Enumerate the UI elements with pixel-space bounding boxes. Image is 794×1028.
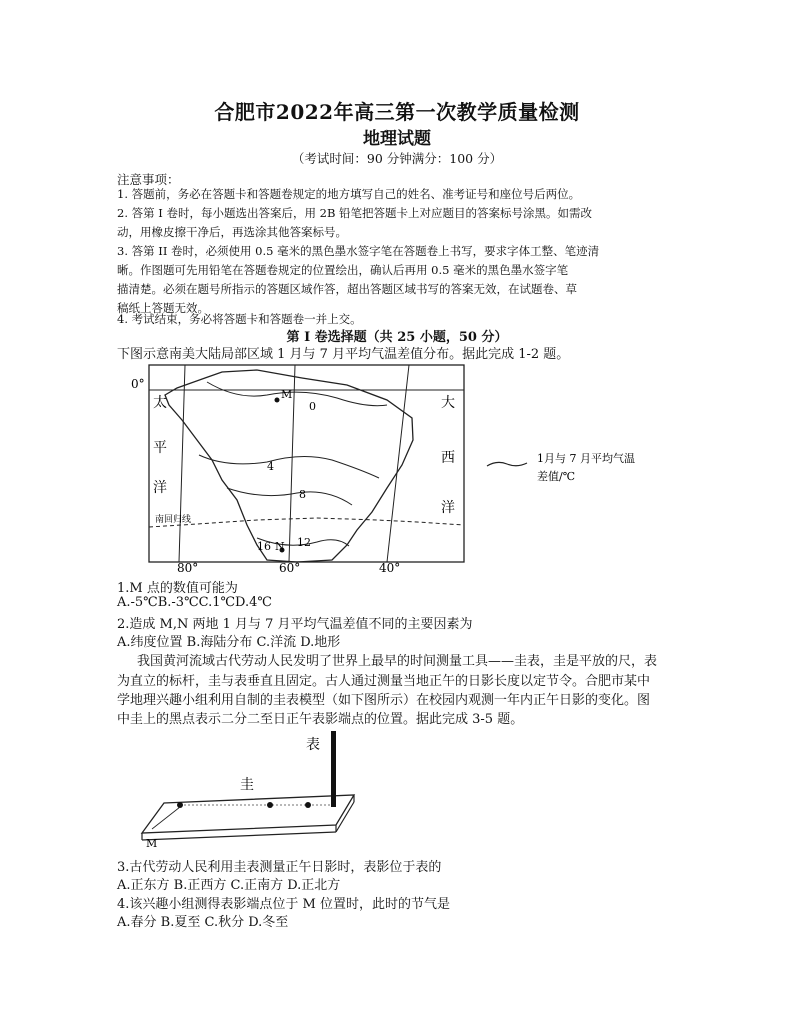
map-frame xyxy=(149,365,464,562)
passage-line: 中圭上的黑点表示二分二至日正午表影端点的位置。据此完成 3-5 题。 xyxy=(117,712,524,727)
m-label: M xyxy=(146,837,158,850)
note-line: 动，用橡皮擦干净后，再选涂其他答案标号。 xyxy=(117,225,347,239)
exam-info: （考试时间：90 分钟满分：100 分） xyxy=(291,151,503,166)
note-line: 4. 考试结束，务必将答题卡和答题卷一并上交。 xyxy=(117,312,362,326)
legend-line-icon xyxy=(487,462,527,466)
question-2-options: A.纬度位置 B.海陆分布 C.洋流 D.地形 xyxy=(117,635,341,650)
question-3-stem: 3.古代劳动人民利用圭表测量正午日影时，表影位于表的 xyxy=(117,860,442,875)
meridian-80 xyxy=(179,365,185,562)
passage-line: 我国黄河流域古代劳动人民发明了世界上最早的时间测量工具——圭表，圭是平放的尺，表 xyxy=(137,654,658,669)
isoline-label: 8 xyxy=(299,488,306,501)
note-line: 稿纸上答题无效。 xyxy=(117,301,209,315)
question-1-stem: 1.M 点的数值可能为 xyxy=(117,581,238,596)
lon-label: 60° xyxy=(279,561,301,575)
lon-label: 80° xyxy=(177,561,199,575)
note-line: 3. 答第 II 卷时，必须使用 0.5 毫米的黑色墨水签字笔在答题卷上书写，要求字体工整、笔迹清 xyxy=(117,244,600,258)
question-4-stem: 4.该兴趣小组测得表影端点位于 M 位置时，此时的节气是 xyxy=(117,897,450,912)
shadow-dot xyxy=(305,802,311,808)
page-subtitle: 地理试题 xyxy=(363,129,431,149)
tropic-label: 南回归线 xyxy=(155,515,192,525)
section-title: 第 I 卷选择题（共 25 小题，50 分） xyxy=(286,330,508,345)
lat-label: 0° xyxy=(131,377,145,391)
gnomon-model-figure xyxy=(120,725,380,850)
legend-text: 差值/℃ xyxy=(537,470,576,483)
ocean-label: 平 xyxy=(153,440,167,456)
tropic-line xyxy=(149,518,464,527)
passage-line: 为直立的标杆，圭与表垂直且固定。古人通过测量当地正午的日影长度以定节令。合肥市某中 xyxy=(117,674,651,689)
point-label: N xyxy=(275,540,285,553)
passage-line: 学地理兴趣小组利用自制的圭表模型（如下图所示）在校园内观测一年内正午日影的变化。图 xyxy=(117,693,651,708)
question-4-options: A.春分 B.夏至 C.秋分 D.冬至 xyxy=(117,915,289,930)
isoline-8 xyxy=(227,488,352,505)
biao-pole xyxy=(331,731,336,807)
isoline-4 xyxy=(199,455,379,478)
question-3-options: A.正东方 B.正西方 C.正南方 D.正北方 xyxy=(117,878,341,893)
ocean-label: 洋 xyxy=(153,480,167,496)
isoline-0 xyxy=(207,382,387,406)
question-2-stem: 2.造成 M,N 两地 1 月与 7 月平均气温差值不同的主要因素为 xyxy=(117,617,473,632)
isoline-label: 4 xyxy=(267,460,274,473)
notes-heading: 注意事项： xyxy=(117,172,180,187)
ocean-label: 洋 xyxy=(441,500,455,516)
ocean-label: 西 xyxy=(441,450,455,466)
question-intro: 下图示意南美大陆局部区域 1 月与 7 月平均气温差值分布。据此完成 1-2 题。 xyxy=(117,347,570,362)
ocean-label: 太 xyxy=(153,395,167,411)
gui-board xyxy=(142,795,354,833)
temperature-difference-map xyxy=(117,360,497,575)
page-title: 合肥市2022年高三第一次教学质量检测 xyxy=(214,100,580,124)
gui-label: 圭 xyxy=(240,777,254,793)
note-line: 1. 答题前，务必在答题卡和答题卷规定的地方填写自己的姓名、准考证号和座位号后两位。 xyxy=(117,187,581,201)
map-legend xyxy=(485,448,645,488)
point-label: M xyxy=(281,388,293,401)
isoline-label: 16 xyxy=(257,540,271,553)
meridian-40 xyxy=(387,365,409,562)
lon-label: 40° xyxy=(379,561,401,575)
legend-text: 1月与 7 月平均气温 xyxy=(537,452,635,465)
note-line: 2. 答第 I 卷时，每小题选出答案后，用 2B 铅笔把答题卡上对应题目的答案标号涂黑。如需改 xyxy=(117,206,593,220)
point-m xyxy=(275,398,280,403)
note-line: 描清楚。必须在题号所指示的答题区域作答，超出答题区域书写的答案无效，在试题卷、草 xyxy=(117,282,577,296)
isoline-label: 12 xyxy=(297,536,311,549)
ocean-label: 大 xyxy=(441,395,455,411)
biao-label: 表 xyxy=(306,737,320,753)
question-1-options: A.-5℃B.-3℃C.1℃D.4℃ xyxy=(117,595,272,610)
shadow-dot xyxy=(267,802,273,808)
isoline-label: 0 xyxy=(309,400,316,413)
note-line: 晰。作图题可先用铅笔在答题卷规定的位置绘出，确认后再用 0.5 毫米的黑色墨水签字笔 xyxy=(117,263,569,277)
m-leader-line xyxy=(152,807,180,829)
